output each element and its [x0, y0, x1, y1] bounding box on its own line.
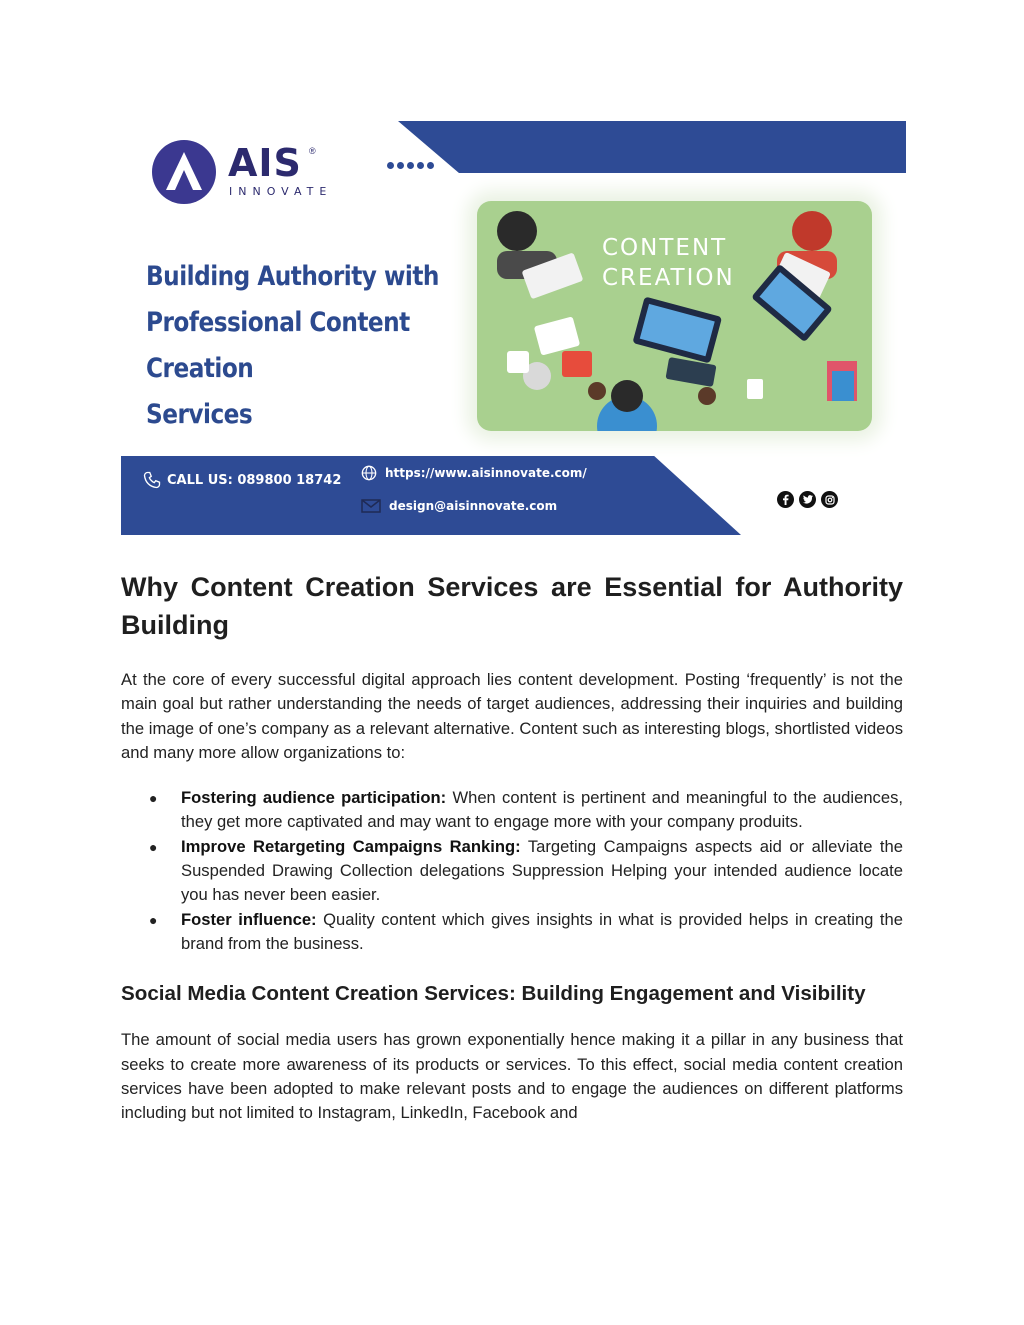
banner-headline [146, 254, 473, 438]
bullet-icon: ● [149, 838, 158, 855]
facebook-icon[interactable] [777, 491, 794, 508]
website-url: https://www.aisinnovate.com/ [385, 466, 587, 480]
bullet-icon: ● [149, 911, 158, 928]
website-link[interactable] [361, 465, 587, 481]
intro-paragraph: At the core of every successful digital approach lies content development. Posting ‘frequently’ is not the main goal but rather understanding the needs of target audiences, addressing their inquiries and building the image of one’s company as a relevant alternative. Content such as interesting blogs, shortlisted videos and many more allow organizations to: [121, 670, 903, 762]
logo-tagline: INNOVATE [229, 185, 333, 198]
article-body [121, 568, 903, 1125]
phone-icon [143, 471, 161, 489]
list-item-text: When content is pertinent and meaningful to the audiences, they get more captivated and may want to engage more with your company produits. [181, 788, 903, 832]
logo-registered-mark: ® [309, 146, 316, 156]
banner-headline-line: Services [146, 399, 253, 430]
list-item-title: Fostering audience participation: [181, 788, 447, 808]
banner-top-stripe [398, 121, 906, 173]
subsection-heading: Social Media Content Creation Services: Building Engagement and Visibility [121, 982, 866, 1006]
instagram-icon[interactable] [821, 491, 838, 508]
globe-icon [361, 465, 377, 481]
bullet-icon: ● [149, 790, 158, 807]
call-us-label: CALL US: 089800 18742 [167, 472, 342, 488]
banner-headline-line: Building Authority with [146, 261, 439, 292]
mail-icon [361, 499, 381, 513]
hero-banner [121, 121, 906, 535]
banner-headline-line: Professional Content Creation [146, 307, 410, 384]
logo-wordmark: AIS [228, 141, 302, 185]
twitter-icon[interactable] [799, 491, 816, 508]
email-link[interactable] [361, 499, 557, 513]
email-address: design@aisinnovate.com [389, 499, 558, 513]
logo-mark [152, 140, 216, 204]
benefits-list [121, 786, 903, 956]
list-item [121, 908, 903, 957]
illustration-title [602, 233, 735, 293]
social-links [777, 491, 838, 508]
list-item-text: Targeting Campaigns aspects aid or alleviate the Suspended Drawing Collection delegations Suppression Helping your intended audience locate you has never been easier. [181, 836, 904, 905]
company-logo [152, 140, 352, 210]
list-item-title: Foster influence: [181, 909, 317, 929]
content-creation-illustration [477, 201, 872, 431]
illustration-title-line: CREATION [602, 265, 735, 291]
decorative-dots [387, 162, 434, 169]
call-us[interactable] [143, 471, 341, 489]
list-item-title: Improve Retargeting Campaigns Ranking: [181, 836, 521, 856]
section-heading: Why Content Creation Services are Essential for Authority Building [121, 572, 903, 640]
list-item [121, 835, 903, 908]
list-item [121, 786, 903, 835]
social-media-paragraph: The amount of social media users has grown exponentially hence making it a pillar in any business that seeks to create more awareness of its products or services. To this effect, social media content creation services have been adopted to make relevant posts and to engage the audiences on different platforms including but not limited to Instagram, LinkedIn, Facebook and [121, 1030, 903, 1123]
illustration-title-line: CONTENT [602, 235, 728, 261]
list-item-text: Quality content which gives insights in what is provided helps in creating the brand from the business. [181, 909, 903, 953]
